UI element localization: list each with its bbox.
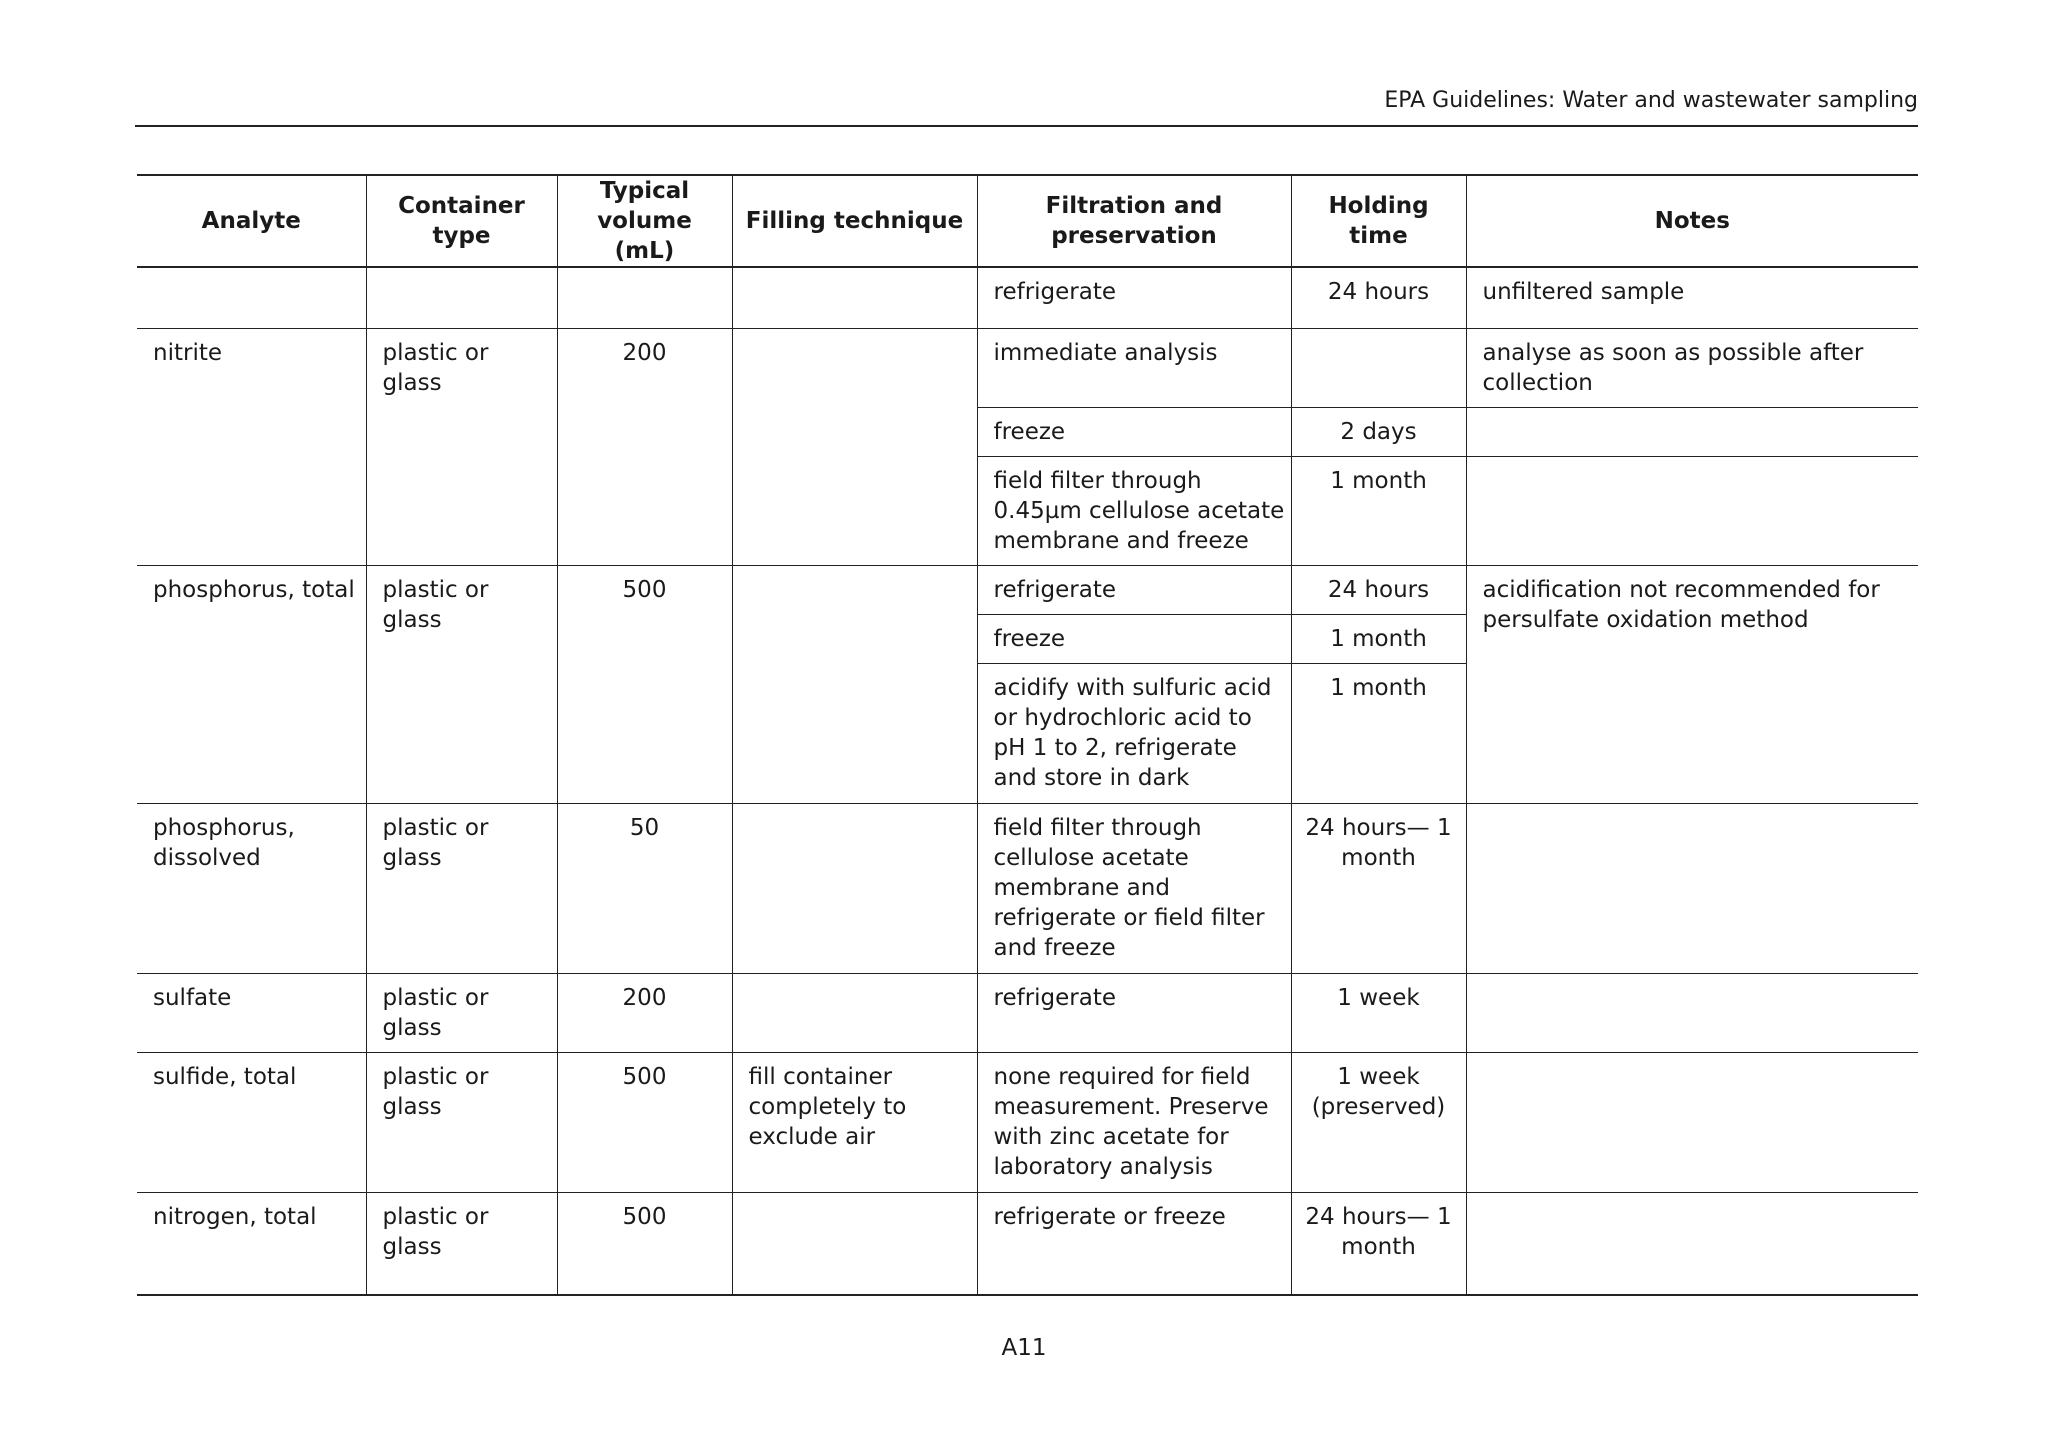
table-row [137,1052,1918,1192]
cell-filtration: refrigerate [977,565,1291,614]
cell-notes [1466,803,1918,973]
cell-analyte: sulfide, total [137,1052,366,1192]
cell-holding: 24 hours— 1 month [1291,1192,1466,1295]
sampling-table [137,174,1918,1296]
cell-notes: acidification not recommended for persulfate oxidation method [1466,565,1918,803]
table-row [137,803,1918,973]
cell-filtration: freeze [977,614,1291,663]
cell-holding: 2 days [1291,407,1466,456]
cell-filling [732,1192,977,1295]
cell-holding: 1 week (preserved) [1291,1052,1466,1192]
cell-filtration: immediate analysis [977,328,1291,407]
cell-notes [1466,973,1918,1052]
cell-volume: 200 [557,973,732,1052]
col-header-container: Container type [366,175,557,267]
cell-holding: 1 week [1291,973,1466,1052]
cell-filling [732,328,977,565]
cell-notes: analyse as soon as possible after collection [1466,328,1918,407]
col-header-holding: Holding time [1291,175,1466,267]
col-header-filling: Filling technique [732,175,977,267]
cell-filtration: refrigerate [977,973,1291,1052]
table-row [137,973,1918,1052]
col-header-volume: Typical volume (mL) [557,175,732,267]
cell-holding: 1 month [1291,614,1466,663]
table-row [137,1192,1918,1295]
cell-filtration: refrigerate [977,267,1291,328]
cell-holding [1291,328,1466,407]
cell-filling [732,565,977,803]
cell-filtration: none required for field measurement. Preserve with zinc acetate for laboratory analysis [977,1052,1291,1192]
cell-analyte: nitrite [137,328,366,565]
cell-analyte: nitrogen, total [137,1192,366,1295]
cell-container [366,267,557,328]
col-header-analyte: Analyte [137,175,366,267]
cell-volume: 200 [557,328,732,565]
cell-holding: 24 hours [1291,565,1466,614]
table-row [137,328,1918,407]
cell-analyte: phosphorus, dissolved [137,803,366,973]
cell-volume [557,267,732,328]
cell-container: plastic or glass [366,1052,557,1192]
cell-container: plastic or glass [366,973,557,1052]
cell-volume: 500 [557,1052,732,1192]
cell-filtration: refrigerate or freeze [977,1192,1291,1295]
cell-holding: 24 hours— 1 month [1291,803,1466,973]
cell-volume: 50 [557,803,732,973]
cell-filling [732,973,977,1052]
cell-analyte: sulfate [137,973,366,1052]
cell-notes [1466,456,1918,565]
cell-filtration: field filter through cellulose acetate membrane and refrigerate or field filter and freeze [977,803,1291,973]
cell-filtration: freeze [977,407,1291,456]
cell-holding: 1 month [1291,663,1466,803]
cell-container: plastic or glass [366,328,557,565]
cell-notes: unfiltered sample [1466,267,1918,328]
cell-filling: fill container completely to exclude air [732,1052,977,1192]
table-row [137,267,1918,328]
cell-holding: 1 month [1291,456,1466,565]
cell-filtration: field filter through 0.45µm cellulose acetate membrane and freeze [977,456,1291,565]
cell-volume: 500 [557,1192,732,1295]
page-number: A11 [1001,1335,1047,1361]
cell-filtration: acidify with sulfuric acid or hydrochloric acid to pH 1 to 2, refrigerate and store in dark [977,663,1291,803]
cell-notes [1466,1192,1918,1295]
cell-analyte: phosphorus, total [137,565,366,803]
cell-filling [732,267,977,328]
cell-container: plastic or glass [366,1192,557,1295]
cell-filling [732,803,977,973]
table-header-row [137,175,1918,267]
cell-notes [1466,407,1918,456]
cell-holding: 24 hours [1291,267,1466,328]
col-header-notes: Notes [1466,175,1918,267]
page-header: EPA Guidelines: Water and wastewater sampling [135,88,1918,127]
col-header-filtration: Filtration and preservation [977,175,1291,267]
cell-notes [1466,1052,1918,1192]
cell-analyte [137,267,366,328]
cell-container: plastic or glass [366,803,557,973]
cell-container: plastic or glass [366,565,557,803]
cell-volume: 500 [557,565,732,803]
table-row [137,565,1918,614]
